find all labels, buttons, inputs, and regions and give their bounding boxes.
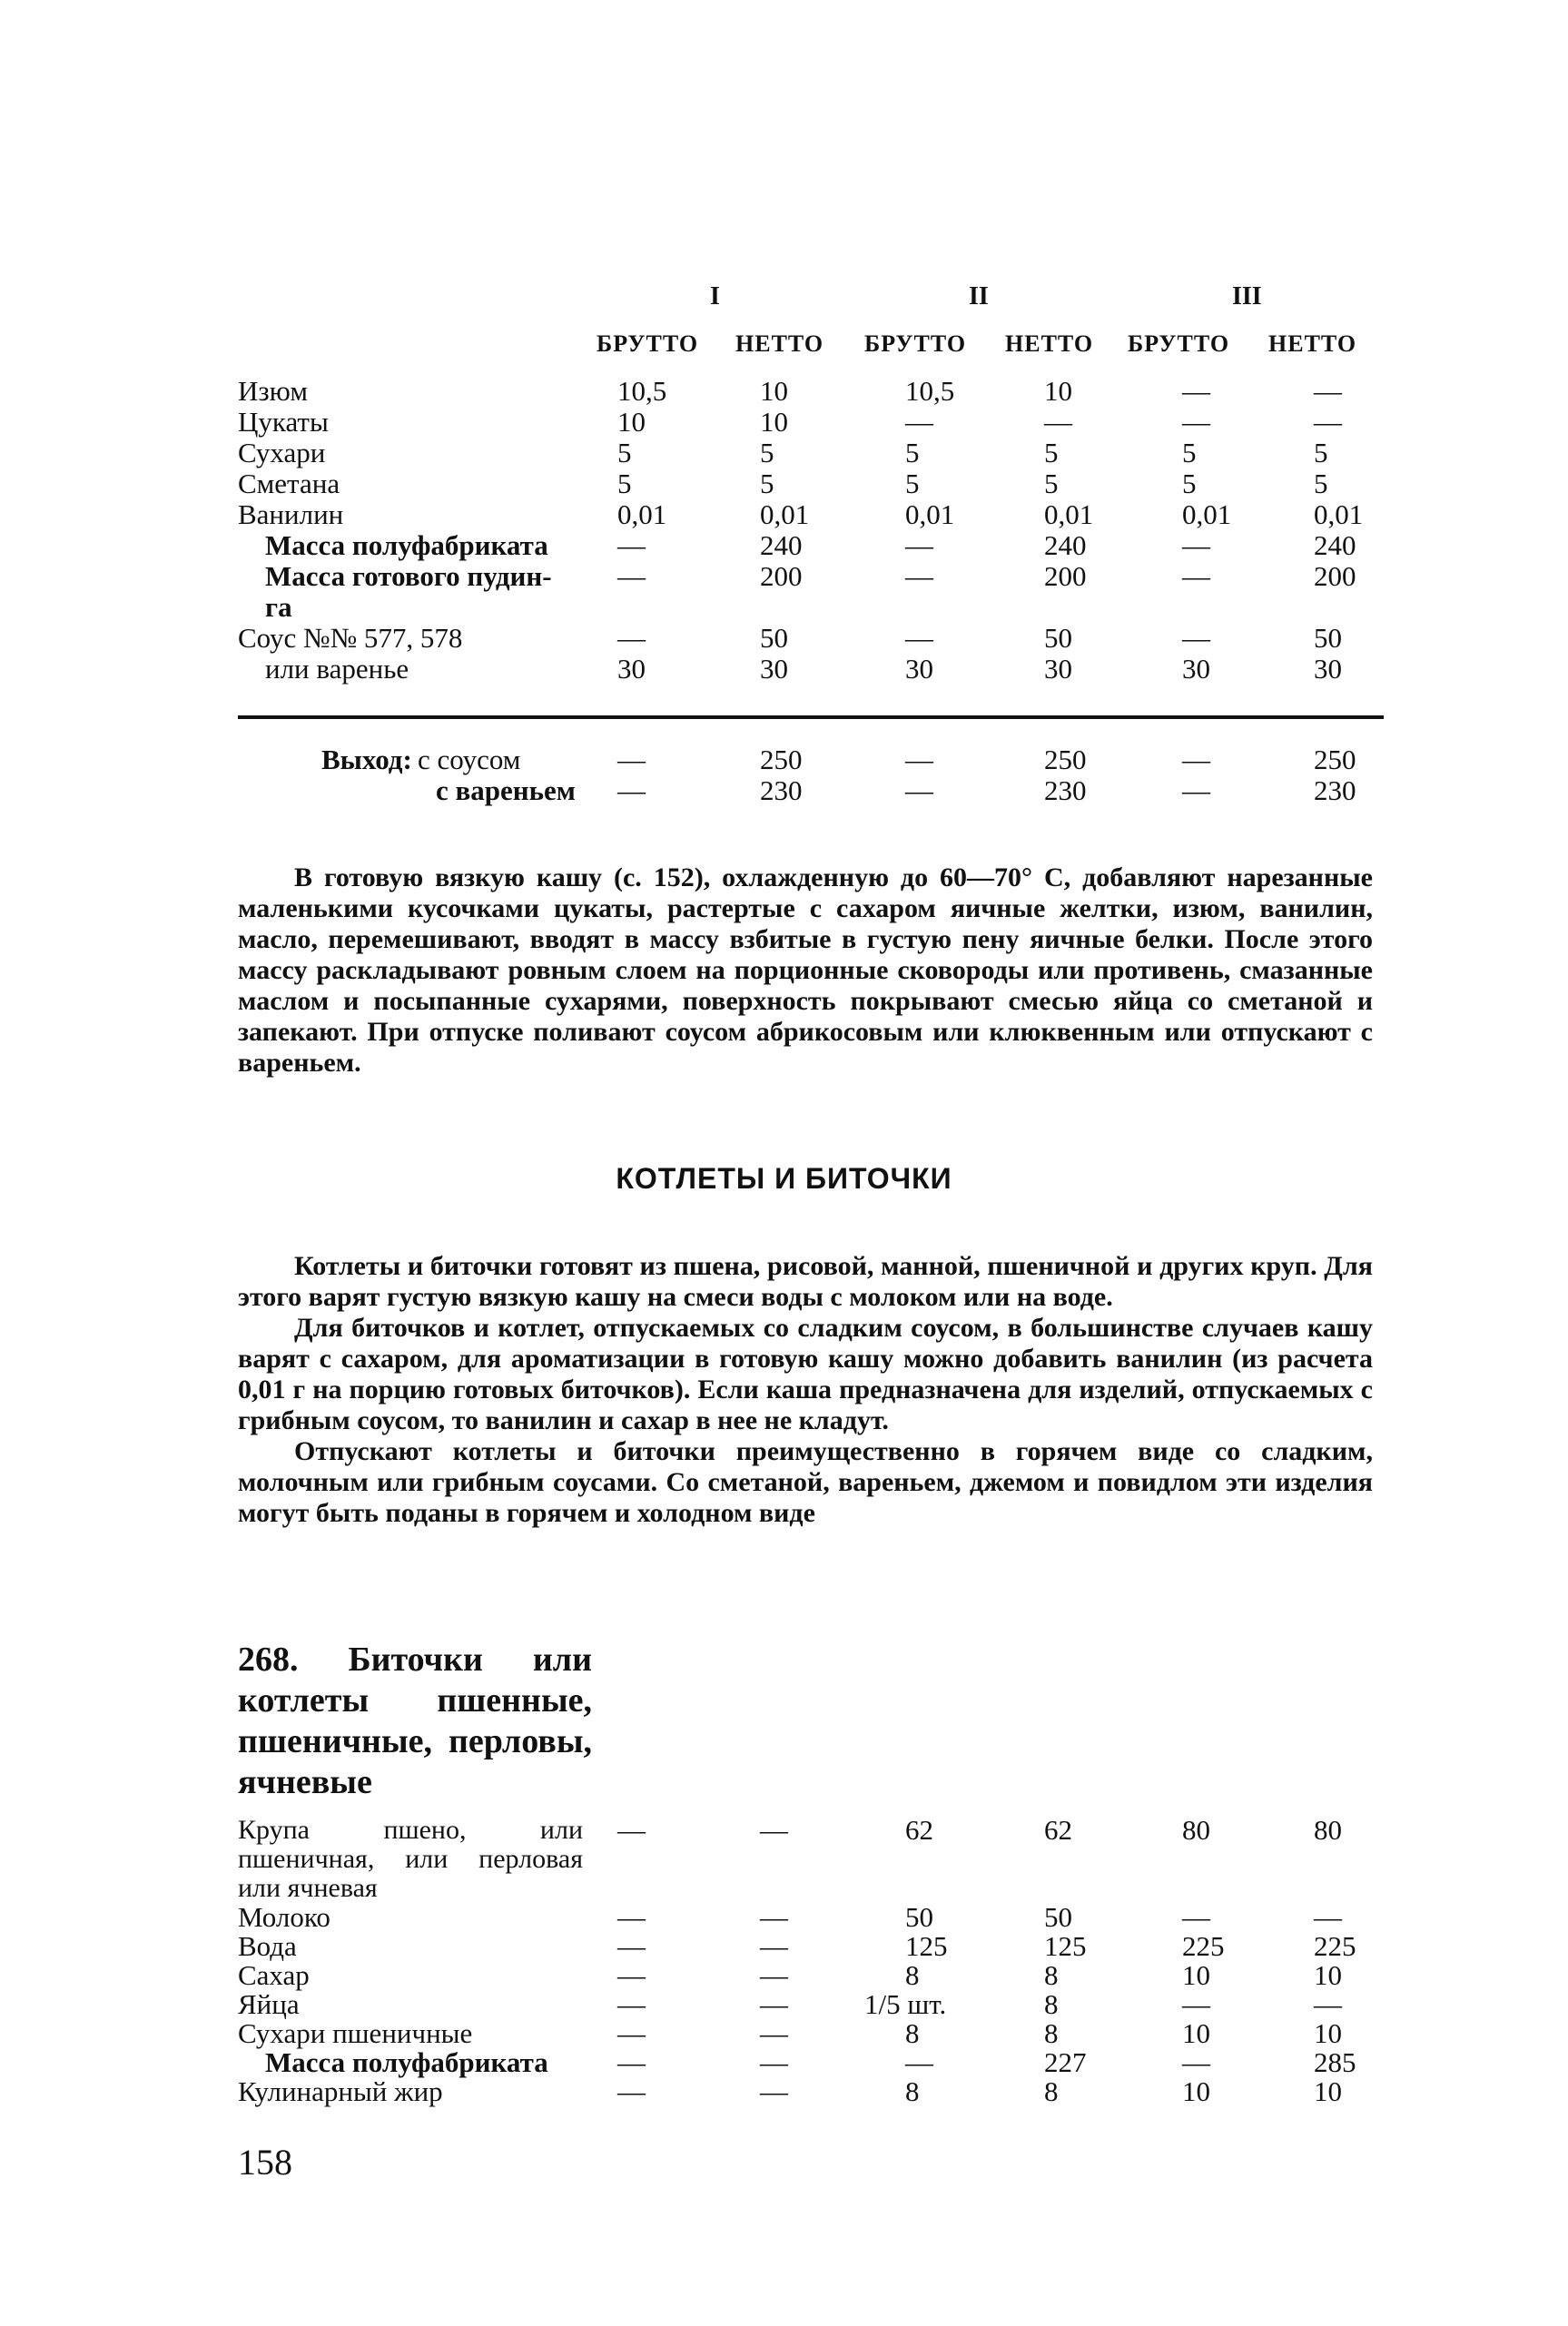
- ingredient-label: Сухари: [238, 437, 326, 468]
- group-header-2: II: [969, 282, 989, 310]
- cell: 30: [1314, 653, 1342, 685]
- yield-row: [238, 744, 1391, 775]
- cell: —: [905, 2046, 933, 2078]
- section-paragraph: Для биточков и котлет, отпускаемых со сладким соусом, в большинстве случаев кашу варят с сахаром, для ароматизации в готовую кашу можно добавить ванилин (из расчета 0,01 г на порцию готовых биточков). Если каша предназначена для изделий, отпускаемых с грибным соусом, то ванилин и сахар в нее не кладут.: [238, 1313, 1373, 1435]
- ingredient-label: Масса полуфабриката: [265, 529, 548, 561]
- cell: —: [617, 2046, 646, 2078]
- cell: 125: [1044, 1930, 1087, 1962]
- table-row: [238, 407, 1391, 438]
- cell: 50: [905, 1901, 933, 1933]
- section-title: КОТЛЕТЫ И БИТОЧКИ: [616, 1162, 952, 1195]
- cell: 8: [1044, 1988, 1059, 2020]
- table-row: [238, 654, 1391, 685]
- table-row: [238, 623, 1391, 654]
- table-divider: [238, 715, 1384, 719]
- cell: 0,01: [905, 498, 955, 530]
- cell: —: [1182, 774, 1210, 806]
- ingredient-label: Масса полуфабриката: [265, 2046, 548, 2078]
- cell: —: [760, 1959, 788, 1991]
- cell: 250: [760, 744, 803, 775]
- group-header-1: I: [710, 282, 720, 310]
- table-row: [238, 530, 1391, 561]
- recipe-title: 268. Биточки или котлеты пшенные, пшеничные, перловы, ячневые: [238, 1641, 592, 1801]
- table-row: [238, 1961, 1391, 1990]
- recipe-description: [238, 862, 1373, 1079]
- cell: 5: [617, 468, 632, 499]
- cell: 230: [760, 774, 803, 806]
- cell: 1/5 шт.: [864, 1988, 947, 2020]
- col-header: БРУТТО: [1128, 330, 1230, 357]
- cell: 225: [1314, 1930, 1356, 1962]
- cell: —: [617, 622, 646, 654]
- cell: 0,01: [1044, 498, 1094, 530]
- cell: 62: [1044, 1814, 1072, 1846]
- cell: —: [617, 774, 646, 806]
- cell: 230: [1044, 774, 1087, 806]
- cell: —: [617, 2017, 646, 2049]
- yield-row-label: с соусом: [418, 744, 521, 775]
- cell: 5: [1314, 468, 1328, 499]
- col-header: НЕТТО: [1268, 330, 1357, 357]
- ingredient-label: Сахар: [238, 1959, 310, 1991]
- cell: —: [1182, 1988, 1210, 2020]
- table-row: [238, 438, 1391, 468]
- cell: 10: [1182, 2017, 1210, 2049]
- cell: —: [905, 406, 933, 438]
- cell: 225: [1182, 1930, 1225, 1962]
- column-group-headers: [238, 281, 1391, 312]
- cell: 8: [905, 2017, 920, 2049]
- cell: 50: [1314, 622, 1342, 654]
- table-row: [238, 1932, 1391, 1961]
- section-paragraph: Котлеты и биточки готовят из пшена, рисовой, манной, пшеничной и других круп. Для этого варят густую вязкую кашу на смеси воды с молоком или на воде.: [238, 1251, 1373, 1312]
- ingredient-label: или варенье: [265, 653, 409, 685]
- cell: 30: [1044, 653, 1072, 685]
- cell: —: [1182, 529, 1210, 561]
- cell: 10: [1182, 1959, 1210, 1991]
- cell: —: [617, 744, 646, 775]
- ingredient-label-continuation: га: [265, 591, 292, 623]
- cell: 8: [1044, 1959, 1059, 1991]
- cell: 30: [905, 653, 933, 685]
- yield-row: [238, 775, 1391, 806]
- ingredients-table: [238, 376, 1391, 685]
- table-row-continuation: [238, 592, 1391, 623]
- cell: —: [1182, 560, 1210, 592]
- col-header: НЕТТО: [735, 330, 824, 357]
- col-header: БРУТТО: [864, 330, 967, 357]
- cell: 285: [1314, 2046, 1356, 2078]
- cell: —: [1314, 406, 1342, 438]
- cell: 10: [617, 406, 646, 438]
- cell: —: [905, 622, 933, 654]
- ingredient-label: Сухари пшеничные: [238, 2017, 473, 2049]
- cell: —: [1314, 375, 1342, 407]
- cell: —: [1182, 622, 1210, 654]
- cell: —: [760, 1814, 788, 1846]
- cell: 5: [617, 437, 632, 468]
- cell: 30: [760, 653, 788, 685]
- cell: —: [905, 529, 933, 561]
- cell: 50: [760, 622, 788, 654]
- cell: 250: [1314, 744, 1356, 775]
- cell: 125: [905, 1930, 948, 1962]
- cell: —: [1314, 1901, 1342, 1933]
- column-headers: [238, 329, 1391, 360]
- cell: 10: [760, 406, 788, 438]
- cell: 240: [1314, 529, 1356, 561]
- cell: 62: [905, 1814, 933, 1846]
- cell: 200: [1314, 560, 1356, 592]
- cell: 200: [1044, 560, 1087, 592]
- ingredient-label: Молоко: [238, 1901, 330, 1933]
- cell: 0,01: [760, 498, 810, 530]
- ingredient-label: Кулинарный жир: [238, 2075, 443, 2107]
- cell: —: [617, 1930, 646, 1962]
- cell: 8: [1044, 2075, 1059, 2107]
- yield-label: Выход:: [321, 744, 412, 775]
- table-row: [238, 1816, 1391, 1903]
- table-row: [238, 2048, 1391, 2077]
- cell: 5: [1044, 437, 1059, 468]
- cell: 5: [760, 437, 774, 468]
- ingredient-label: Масса готового пудин-: [265, 560, 552, 592]
- col-header: НЕТТО: [1005, 330, 1094, 357]
- cell: 227: [1044, 2046, 1087, 2078]
- table-row: [238, 1903, 1391, 1932]
- cell: 5: [905, 437, 920, 468]
- cell: 5: [1314, 437, 1328, 468]
- page-number: 158: [238, 2142, 292, 2183]
- cell: —: [1182, 2046, 1210, 2078]
- yield-table: [238, 744, 1391, 806]
- cell: 240: [1044, 529, 1087, 561]
- cell: 10: [1044, 375, 1072, 407]
- cell: 230: [1314, 774, 1356, 806]
- ingredient-label: Цукаты: [238, 406, 329, 438]
- cell: —: [760, 2046, 788, 2078]
- cell: —: [617, 2075, 646, 2107]
- cell: 5: [760, 468, 774, 499]
- ingredient-label: Ванилин: [238, 498, 344, 530]
- cell: 50: [1044, 622, 1072, 654]
- group-header-3: III: [1232, 282, 1262, 310]
- cell: 10: [1314, 2017, 1342, 2049]
- cell: 5: [1182, 437, 1197, 468]
- cell: —: [905, 744, 933, 775]
- cell: 80: [1182, 1814, 1210, 1846]
- ingredient-label: Соус №№ 577, 578: [238, 622, 463, 654]
- ingredient-label: Вода: [238, 1930, 297, 1962]
- table-row: [238, 1990, 1391, 2019]
- cell: 30: [617, 653, 646, 685]
- cell: 5: [1044, 468, 1059, 499]
- cell: 10,5: [617, 375, 667, 407]
- cell: —: [617, 1988, 646, 2020]
- cell: 10,5: [905, 375, 955, 407]
- cell: —: [617, 1959, 646, 1991]
- cell: —: [1182, 1901, 1210, 1933]
- table-row: [238, 499, 1391, 530]
- cell: —: [617, 1814, 646, 1846]
- cell: —: [1182, 744, 1210, 775]
- cell: —: [617, 529, 646, 561]
- section-paragraph: Отпускают котлеты и биточки преимущественно в горячем виде со сладким, молочным или грибным соусами. Со сметаной, вареньем, джемом и повидлом эти изделия могут быть поданы в горячем и холодном виде: [238, 1436, 1373, 1528]
- cell: —: [760, 2017, 788, 2049]
- cell: —: [1044, 406, 1072, 438]
- table-row: [238, 561, 1391, 592]
- cell: —: [617, 560, 646, 592]
- table-row: [238, 376, 1391, 407]
- cell: 5: [1182, 468, 1197, 499]
- col-header: БРУТТО: [597, 330, 699, 357]
- cell: 10: [1314, 1959, 1342, 1991]
- recipe-table: [238, 1816, 1391, 2106]
- cell: 80: [1314, 1814, 1342, 1846]
- cell: —: [1314, 1988, 1342, 2020]
- cell: —: [760, 1901, 788, 1933]
- cell: —: [1182, 375, 1210, 407]
- cell: 0,01: [617, 498, 667, 530]
- ingredient-label: Яйца: [238, 1988, 300, 2020]
- description-paragraph: В готовую вязкую кашу (с. 152), охлажденную до 60—70° С, добавляют нарезанные маленькими кусочками цукаты, растертые с сахаром яичные желтки, изюм, ванилин, масло, перемешивают, вводят в массу взбитые в густую пену яичные белки. После этого массу раскладывают ровным слоем на порционные сковороды или противень, смазанные маслом и посыпанные сухарями, поверхность покрывают смесью яйца со сметаной и запекают. При отпуске поливают соусом абрикосовым или клюквенным или отпускают с вареньем.: [238, 862, 1373, 1078]
- cell: 240: [760, 529, 803, 561]
- cell: 0,01: [1182, 498, 1232, 530]
- cell: 10: [760, 375, 788, 407]
- cell: 250: [1044, 744, 1087, 775]
- table-row: [238, 2019, 1391, 2048]
- table-row: [238, 468, 1391, 499]
- cell: —: [760, 2075, 788, 2107]
- cell: —: [760, 1988, 788, 2020]
- cell: 50: [1044, 1901, 1072, 1933]
- cell: —: [617, 1901, 646, 1933]
- cell: —: [760, 1930, 788, 1962]
- ingredient-label: Изюм: [238, 375, 309, 407]
- cell: 0,01: [1314, 498, 1364, 530]
- table-row: [238, 2077, 1391, 2106]
- cell: —: [905, 560, 933, 592]
- cell: —: [905, 774, 933, 806]
- yield-row-label: с вареньем: [436, 774, 576, 806]
- cell: 200: [760, 560, 803, 592]
- cell: 10: [1314, 2075, 1342, 2107]
- ingredient-label: Сметана: [238, 468, 340, 499]
- section-text: [238, 1251, 1373, 1529]
- cell: 5: [905, 468, 920, 499]
- cell: 30: [1182, 653, 1210, 685]
- cell: 8: [905, 2075, 920, 2107]
- cell: 10: [1182, 2075, 1210, 2107]
- cell: 8: [1044, 2017, 1059, 2049]
- cell: —: [1182, 406, 1210, 438]
- cell: 8: [905, 1959, 920, 1991]
- ingredient-label: Крупа пшено, или пшеничная, или перловая или ячневая: [238, 1815, 583, 1903]
